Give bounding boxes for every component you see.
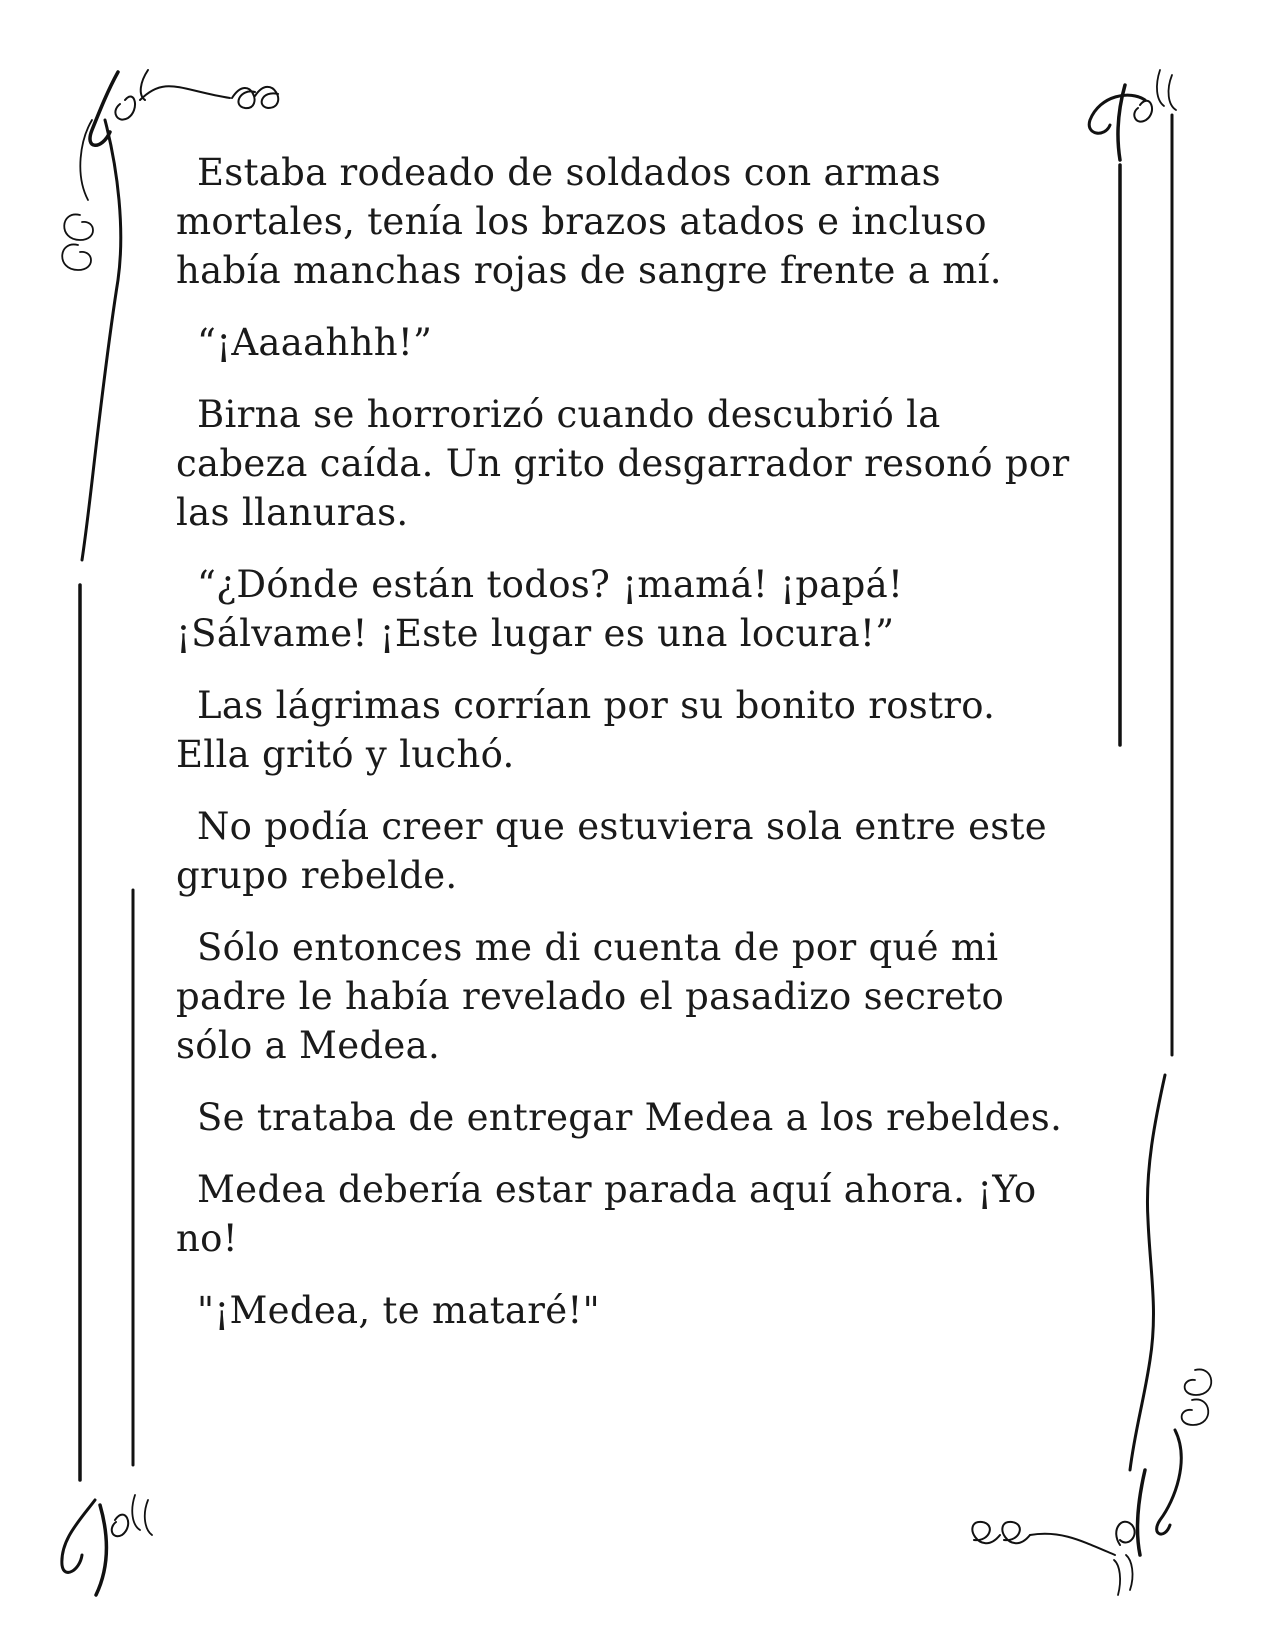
paragraph: “¡Aaaahhh!” [197, 321, 433, 364]
paragraph: Birna se horrorizó cuando descubrió la cabeza caída. Un grito desgarrador resonó por las llanuras. [176, 393, 1070, 534]
paragraph: No podía creer que estuviera sola entre este grupo rebelde. [176, 805, 1047, 897]
paragraph: “¿Dónde están todos? ¡mamá! ¡papá! ¡Sálvame! ¡Este lugar es una locura!” [176, 563, 904, 655]
paragraph: Medea debería estar parada aquí ahora. ¡Yo no! [176, 1168, 1037, 1260]
top-right-flourish [1089, 70, 1176, 160]
paragraph: Las lágrimas corrían por su bonito rostro. Ella gritó y luchó. [176, 684, 996, 776]
paragraph: "¡Medea, te mataré!" [197, 1289, 600, 1332]
paragraph: Sólo entonces me di cuenta de por qué mi padre le había revelado el pasadizo secreto sólo a Medea. [176, 926, 1005, 1067]
story-text [176, 148, 1076, 1358]
paragraph: Estaba rodeado de soldados con armas mortales, tenía los brazos atados e incluso había manchas rojas de sangre frente a mí. [176, 151, 1002, 292]
paragraph: Se trataba de entregar Medea a los rebeldes. [197, 1096, 1063, 1139]
bottom-left-flourish [62, 1495, 152, 1595]
